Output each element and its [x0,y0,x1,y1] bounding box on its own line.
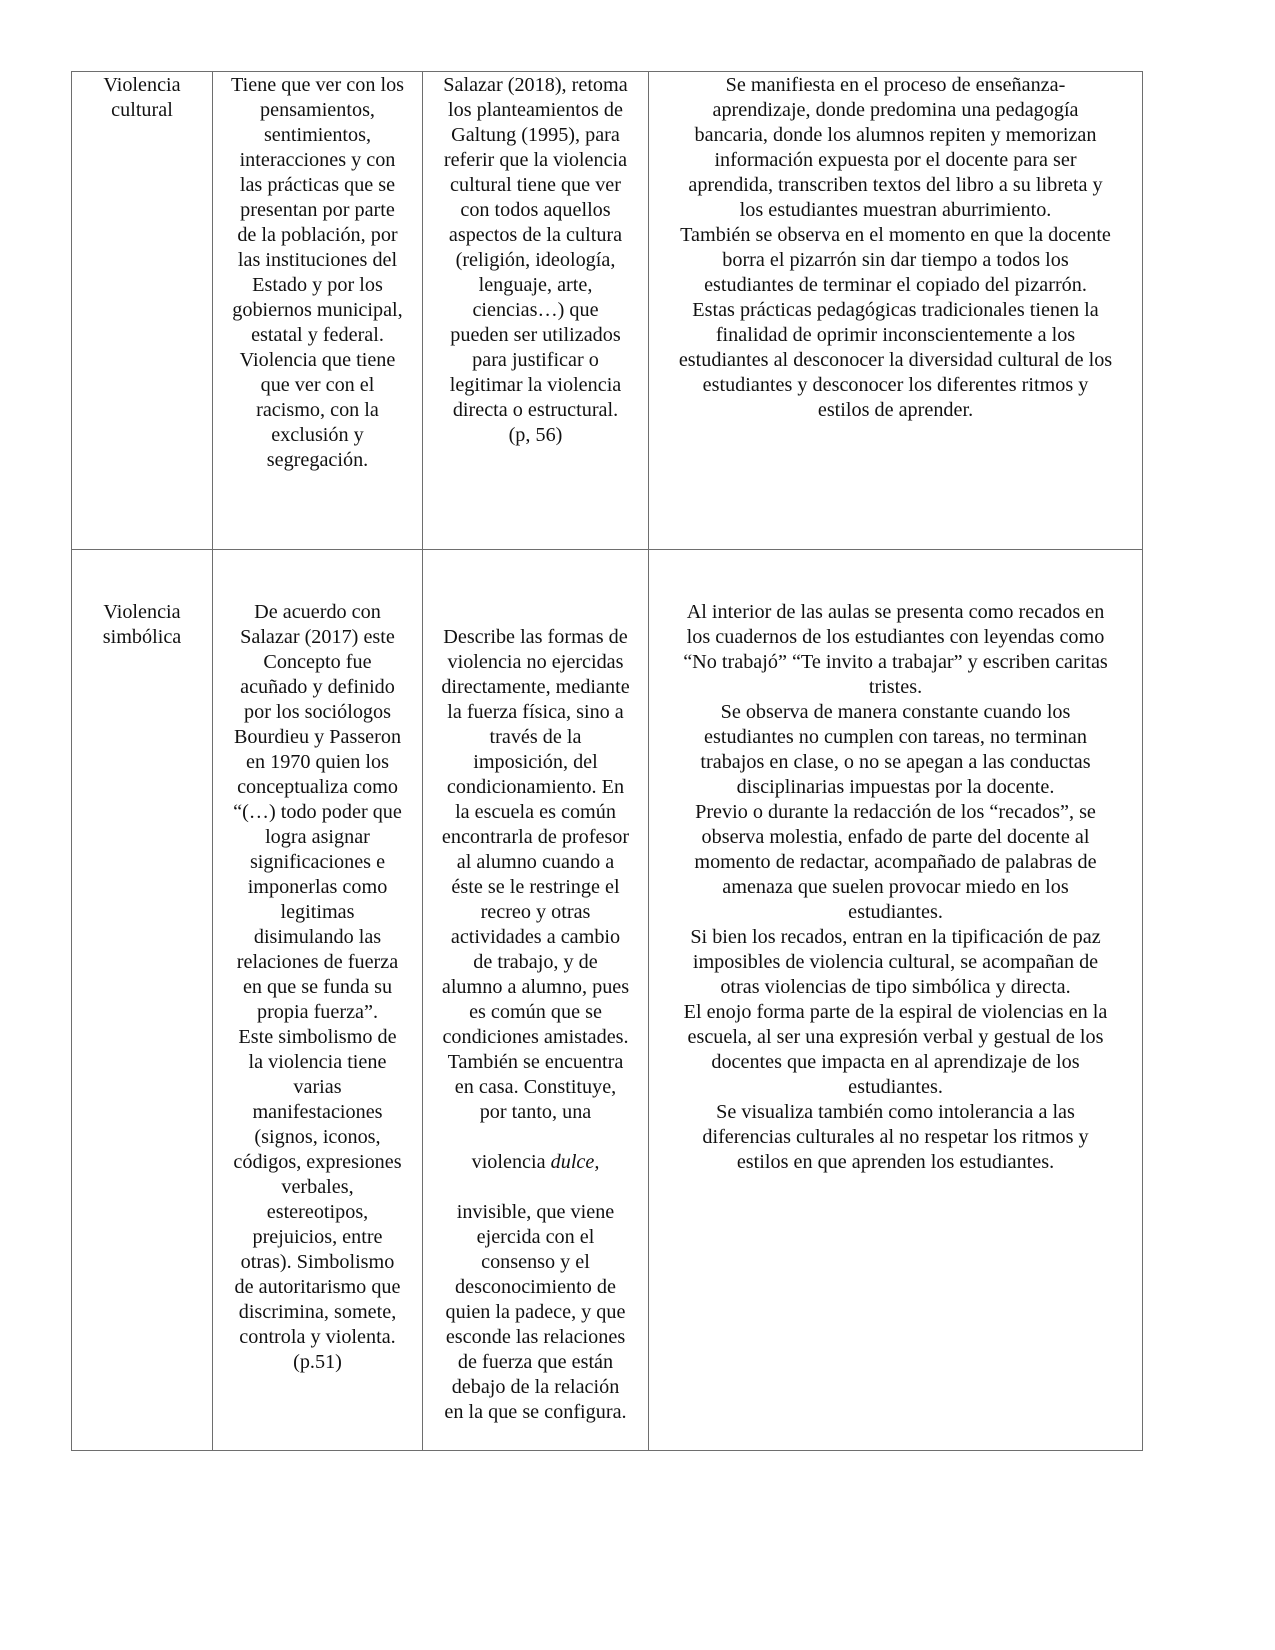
text-line: imposición, del [473,751,598,773]
text-line: estilos en que aprenden los estudiantes. [736,1151,1055,1173]
text-line: Se visualiza también como intolerancia a las [716,1101,1075,1123]
text-line: consenso y el [481,1251,590,1273]
author-cell [423,550,649,1451]
text-line: discrimina, somete, [238,1301,397,1323]
text-line: sentimientos, [263,124,372,146]
text-line: momento de redactar, acompañado de palabras de [694,851,1097,873]
text-line: disimulando las [253,926,382,948]
text-line: las instituciones del [237,249,398,271]
author-italic-line [427,1150,644,1175]
text-line: segregación. [266,449,369,471]
text-line: directa o estructural. [452,399,619,421]
text-line: Describe las formas de [443,626,628,648]
text-line: la fuerza física, sino a [447,701,624,723]
text-line: directamente, mediante [441,676,630,698]
text-line: Estado y por los [252,274,383,296]
text-line: manifestaciones [252,1101,383,1123]
text-line: observa molestia, enfado de parte del docente al [701,826,1090,848]
text-line: estudiantes al desconocer la diversidad cultural de los [678,349,1113,371]
text-line: pueden ser utilizados [450,324,621,346]
text-line: aspectos de la cultura [448,224,623,246]
text-line: otras violencias de tipo simbólica y directa. [720,976,1071,998]
text-line: condiciones amistades. [442,1026,629,1048]
text-line: controla y violenta. [239,1326,396,1348]
text-line: estudiantes y desconocer los diferentes ritmos y [702,374,1089,396]
text-line: conceptualiza como [237,776,398,798]
text-line: estudiantes. [848,1076,943,1098]
text-line: Tiene que ver con los [230,74,405,96]
text-line: Concepto fue [263,651,372,673]
text-line: invisible, que viene [456,1201,615,1223]
text-line: con todos aquellos [460,199,611,221]
text-line: de la población, por [237,224,398,246]
text-line: interacciones y con [239,149,396,171]
text-line: diferencias culturales al no respetar los ritmos y [702,1126,1089,1148]
text-line: Salazar (2018), retoma [443,74,628,96]
text-line: para justificar o [472,349,599,371]
text-line: ejercida con el [476,1226,595,1248]
text-line: varias [293,1076,342,1098]
text-line: de autoritarismo que [234,1276,401,1298]
text-line: (p, 56) [508,424,563,446]
text-line: prejuicios, entre [252,1226,383,1248]
text-line: cultural tiene que ver [450,174,621,196]
text-line: ciencias…) que [472,299,599,321]
text-line: condicionamiento. En [446,776,625,798]
text-line: Salazar (2017) este [240,626,395,648]
text-line: debajo de la relación [451,1376,620,1398]
text-line: racismo, con la [256,399,379,421]
text-line: simbólica [102,626,182,648]
text-line: información expuesta por el docente para ser [714,149,1077,171]
text-line: logra asignar [265,826,370,848]
text-line: Violencia que tiene [239,349,396,371]
text-line: exclusión y [271,424,364,446]
text-line: éste se le restringe el [451,876,620,898]
text-line: escuela, al ser una expresión verbal y gestual de los [687,1026,1104,1048]
text-line: tristes. [868,676,923,698]
table-row [72,72,1143,550]
author-text-part-2 [427,1200,644,1425]
text-line: significaciones e [249,851,386,873]
author-cell [423,72,649,550]
text-line: relaciones de fuerza [236,951,399,973]
text-line: acuñado y definido [240,676,395,698]
text-line: “No trabajó” “Te invito a trabajar” y escriben caritas [683,651,1108,673]
text-line: legitimar la violencia [449,374,622,396]
text-line: Violencia [103,74,181,96]
text-line: También se encuentra [447,1051,624,1073]
text-line: esconde las relaciones [445,1326,626,1348]
italic-word: dulce, [550,1151,600,1173]
text-line: borra el pizarrón sin dar tiempo a todos los [722,249,1069,271]
text-line: estudiantes no cumplen con tareas, no terminan [704,726,1087,748]
text-line: encontrarla de profesor [441,826,630,848]
text-line: través de la [489,726,582,748]
observation-cell [649,550,1143,1451]
text-line: en 1970 quien los [246,751,389,773]
text-line: aprendizaje, donde predomina una pedagogía [712,99,1079,121]
text-line: Este simbolismo de [238,1026,397,1048]
text-line: de trabajo, y de [473,951,598,973]
term-cell [72,550,213,1451]
text-line: De acuerdo con [254,601,381,623]
text-line: Se manifiesta en el proceso de enseñanza- [725,74,1066,96]
text-line: en casa. Constituye, [454,1076,617,1098]
table-row [72,550,1143,1451]
text-line: verbales, [281,1176,354,1198]
text-line: (signos, iconos, [254,1126,381,1148]
text-line: (p.51) [293,1351,342,1373]
text-line: alumno a alumno, pues [441,976,630,998]
text-line: propia fuerza”. [256,1001,379,1023]
text-line: en la que se configura. [444,1401,627,1423]
text-line: que ver con el [260,374,375,396]
text-line: El enojo forma parte de la espiral de violencias en la [683,1001,1108,1023]
text-line: amenaza que suelen provocar miedo en los [722,876,1069,898]
text-line: finalidad de oprimir inconscientemente a los [715,324,1076,346]
text: violencia [471,1151,551,1173]
text-line: actividades a cambio [450,926,621,948]
text-line: trabajos en clase, o no se apegan a las conductas [700,751,1091,773]
text-line: imponerlas como [247,876,388,898]
text-line: (religión, ideología, [455,249,616,271]
text-line: legitimas [280,901,355,923]
text-line: la violencia tiene [248,1051,387,1073]
text-line: recreo y otras [480,901,591,923]
text-line: “(…) todo poder que [233,801,402,823]
violence-types-table [71,71,1143,1451]
text-line: estereotipos, [266,1201,369,1223]
text-line: Estas prácticas pedagógicas tradicionales tienen la [692,299,1099,321]
definition-cell [213,550,423,1451]
text-line: referir que la violencia [443,149,628,171]
text-line: Si bien los recados, entran en la tipificación de paz [690,926,1101,948]
text-line: al alumno cuando a [456,851,615,873]
observation-cell [649,72,1143,550]
text-line: las prácticas que se [239,174,396,196]
text-line: los estudiantes muestran aburrimiento. [739,199,1052,221]
text-line: presentan por parte [240,199,395,221]
text-line: Previo o durante la redacción de los “recados”, se [695,801,1096,823]
text-line: estilos de aprender. [817,399,974,421]
text-line: códigos, expresiones [233,1151,402,1173]
text-line: otras). Simbolismo [240,1251,395,1273]
text-line: Violencia [103,601,181,623]
text-line: Galtung (1995), para [451,124,620,146]
text-line: estudiantes. [848,901,943,923]
text-line: Bourdieu y Passeron [233,726,402,748]
text-line: lenguaje, arte, [478,274,593,296]
text-line: imposibles de violencia cultural, se acompañan de [692,951,1099,973]
text-line: docentes que impacta en al aprendizaje de los [711,1051,1080,1073]
text-line: estudiantes de terminar el copiado del pizarrón. [704,274,1087,296]
author-text-part-1 [427,625,644,1125]
text-line: por tanto, una [479,1101,592,1123]
text-line: es común que se [469,1001,602,1023]
text-line: quien la padece, y que [445,1301,626,1323]
text-line: aprendida, transcriben textos del libro a su libreta y [688,174,1103,196]
text-line: desconocimiento de [455,1276,616,1298]
text-line: los planteamientos de [448,99,623,121]
text-line: disciplinarias impuestas por la docente. [736,776,1055,798]
text-line: gobiernos municipal, [232,299,403,321]
text-line: la escuela es común [455,801,616,823]
text-line: Se observa de manera constante cuando los [720,701,1071,723]
text-line: bancaria, donde los alumnos repiten y memorizan [694,124,1097,146]
text-line: por los sociólogos [244,701,391,723]
text-line: estatal y federal. [251,324,384,346]
text-line: los cuadernos de los estudiantes con leyendas como [686,626,1105,648]
text-line: violencia no ejercidas [447,651,624,673]
text-line: cultural [111,99,173,121]
text-line: Al interior de las aulas se presenta como recados en [686,601,1105,623]
text-line: en que se funda su [242,976,393,998]
term-cell [72,72,213,550]
definition-cell [213,72,423,550]
text-line: pensamientos, [260,99,375,121]
text-line: También se observa en el momento en que la docente [680,224,1111,246]
text-line: de fuerza que están [457,1351,614,1373]
